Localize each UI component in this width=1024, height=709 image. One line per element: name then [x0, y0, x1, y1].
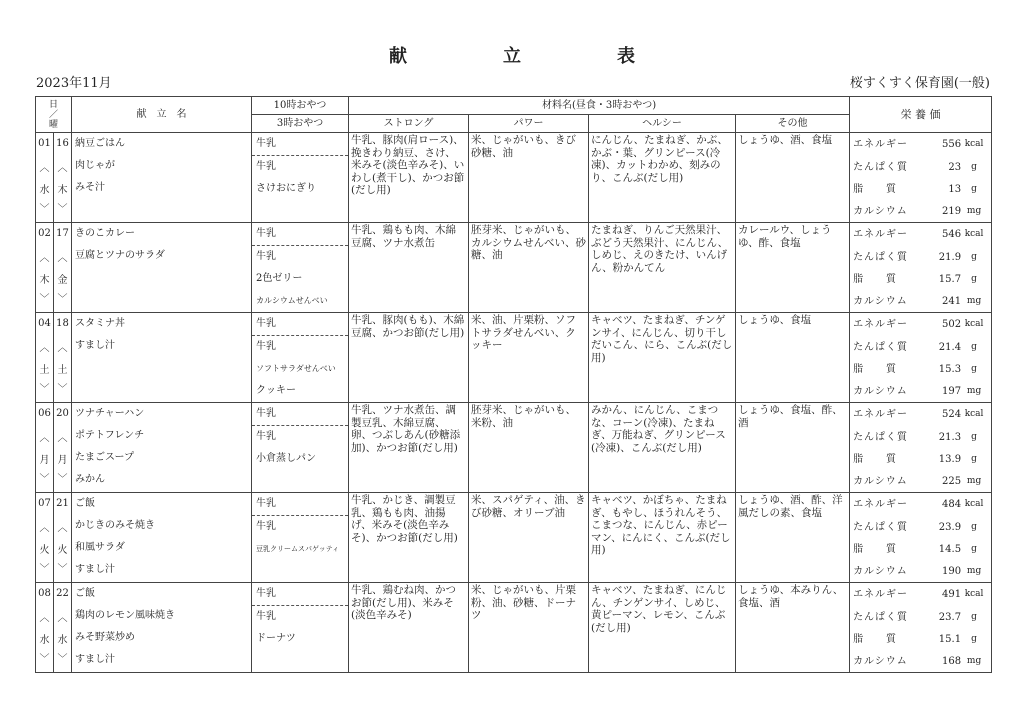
date-number: 08 [38, 588, 51, 599]
snack-item [252, 200, 348, 222]
date-column [36, 403, 54, 493]
nutrient-value: 23.9 [938, 521, 962, 533]
dish-list [72, 403, 252, 493]
dish-list [72, 133, 252, 223]
dish-name: ご飯 [75, 498, 96, 509]
strong-ingredients: 牛乳、豚肉(もも)、木綿豆腐、かつお節(だし用) [349, 313, 469, 403]
healthy-ingredients: キャベツ、たまねぎ、にんじん、チンゲンサイ、しめじ、黄ピーマン、レモン、こんぶ(だし用) [589, 583, 736, 673]
range-mark-end: ﹀ [39, 384, 50, 395]
weekday: 木 [57, 185, 68, 196]
range-mark: ︿ [57, 613, 68, 624]
dish-name: スタミナ丼 [75, 318, 126, 329]
date-number: 16 [56, 138, 69, 149]
nutrient-unit: mg [966, 295, 982, 306]
healthy-ingredients: たまねぎ、りんご天然果汁、ぶどう天然果汁、にんじん、しめじ、えのきたけ、いんげん、粉かんてん [589, 223, 736, 313]
nutrient-label: たんぱく質 [853, 251, 909, 263]
strong-ingredients: 牛乳、かじき、調製豆乳、鶏もも肉、油揚げ、米みそ(淡色辛みそ)、かつお節(だし用) [349, 493, 469, 583]
strong-header: ストロング [349, 115, 469, 133]
range-mark: ︿ [39, 343, 50, 354]
day-weekday-header [36, 97, 72, 133]
range-mark-end: ﹀ [39, 294, 50, 305]
snack-item: 牛乳 [252, 493, 348, 516]
dish-name: すまし汁 [75, 340, 116, 351]
nutrient-label: カルシウム [853, 655, 908, 667]
nutrient-row [850, 223, 991, 246]
snack-item: ドーナツ [256, 633, 296, 644]
dish-list [72, 223, 252, 313]
weekday: 水 [57, 635, 68, 646]
nutrient-label: 脂 質 [853, 453, 898, 465]
snack-item: 豆乳クリームスパゲッティ [256, 545, 340, 553]
other-ingredients: しょうゆ、食塩、酢、酒 [736, 403, 850, 493]
nutrient-value: 502 [941, 319, 962, 330]
nutrient-label: カルシウム [853, 385, 908, 397]
range-mark-end: ﹀ [57, 654, 68, 665]
dish-name: みそ汁 [75, 182, 106, 193]
strong-ingredients: 牛乳、鶏もも肉、木綿豆腐、ツナ水煮缶 [349, 223, 469, 313]
date-number: 21 [56, 498, 69, 509]
nutrient-unit: mg [966, 205, 982, 216]
pm-snack-header: 3時おやつ [252, 115, 349, 133]
nutrient-unit: g [971, 183, 977, 194]
nutrient-value: 21.3 [938, 431, 962, 443]
dish-name: みそ野菜炒め [75, 632, 136, 643]
dish-list [72, 583, 252, 673]
snack-item: 牛乳 [256, 341, 277, 352]
dish-name: みかん [75, 474, 106, 485]
nutrient-unit: g [971, 543, 977, 554]
date-number: 20 [56, 408, 69, 419]
strong-ingredients: 牛乳、鶏むね肉、かつお節(だし用)、米みそ(淡色辛みそ) [349, 583, 469, 673]
date-column [54, 493, 72, 583]
nutrient-row [850, 156, 991, 178]
nutrient-label: たんぱく質 [853, 521, 909, 533]
nutrient-label: 脂 質 [853, 363, 898, 375]
date-column [36, 133, 54, 223]
snack-item: 小倉蒸しパン [256, 453, 317, 464]
nutrient-unit: mg [966, 655, 982, 666]
nutrient-row [850, 380, 991, 402]
date-column [36, 313, 54, 403]
date-column [54, 223, 72, 313]
nutrient-unit: kcal [964, 139, 984, 149]
range-mark: ︿ [57, 433, 68, 444]
nutrient-value: 23.7 [938, 611, 962, 623]
weekday: 金 [57, 275, 68, 286]
nutrient-label: 脂 質 [853, 183, 898, 195]
menu-table [35, 96, 992, 673]
nutrient-row [850, 200, 991, 222]
snack-item [252, 650, 348, 672]
nutrient-value: 21.9 [938, 251, 962, 263]
snack-item: クッキー [256, 385, 297, 396]
nutrient-row [850, 268, 991, 290]
organization-name: 桜すくすく保育園(一般) [849, 76, 990, 91]
title-char-1: 献 [389, 46, 407, 67]
nutrition-values [850, 313, 992, 403]
date-column [54, 403, 72, 493]
nutrient-unit: g [971, 251, 977, 262]
dish-name: 和風サラダ [75, 542, 125, 553]
other-ingredients: しょうゆ、酒、食塩 [736, 133, 850, 223]
nutrition-values [850, 493, 992, 583]
snack-item: 牛乳 [252, 583, 348, 606]
nutrient-unit: g [971, 453, 977, 464]
nutrient-row [850, 538, 991, 560]
am-snack-header: 10時おやつ [252, 97, 349, 115]
weekday: 月 [39, 455, 50, 466]
nutrient-row [850, 628, 991, 650]
nutrient-label: エネルギー [853, 139, 909, 150]
nutrient-value: 15.1 [938, 633, 962, 645]
nutrient-value: 219 [941, 205, 962, 217]
weekday: 木 [39, 275, 50, 286]
nutrient-unit: kcal [964, 409, 984, 419]
power-ingredients: 米、スパゲティ、油、きび砂糖、オリーブ油 [469, 493, 589, 583]
weekday: 水 [39, 635, 50, 646]
range-mark: ︿ [39, 433, 50, 444]
dish-name: きのこカレー [75, 228, 136, 239]
date-column [54, 313, 72, 403]
range-mark-end: ﹀ [57, 564, 68, 575]
nutrient-value: 13.9 [938, 453, 962, 465]
date-number: 22 [56, 588, 69, 599]
nutrient-value: 546 [941, 229, 962, 240]
healthy-ingredients: キャベツ、かぼちゃ、たまねぎ、もやし、ほうれんそう、こまつな、にんじん、赤ピーマン、にんにく、こんぶ(だし用) [589, 493, 736, 583]
range-mark: ︿ [39, 253, 50, 264]
range-mark: ︿ [57, 343, 68, 354]
nutrient-value: 13 [948, 183, 962, 195]
range-mark-end: ﹀ [39, 474, 50, 485]
nutrient-label: エネルギー [853, 589, 909, 600]
menu-month: 2023年11月 [36, 76, 112, 91]
nutrient-unit: g [971, 611, 977, 622]
nutrient-value: 197 [941, 385, 962, 397]
nutrition-values [850, 403, 992, 493]
date-number: 04 [38, 318, 51, 329]
weekday: 火 [39, 545, 50, 556]
nutrient-unit: g [971, 341, 977, 352]
dish-name: 鶏肉のレモン風味焼き [75, 610, 176, 621]
dish-name: ポテトフレンチ [75, 430, 145, 441]
nutrition-header: 栄 養 価 [850, 97, 992, 133]
nutrition-values [850, 133, 992, 223]
strong-ingredients: 牛乳、豚肉(肩ロース)、挽きわり納豆、さけ、米みそ(淡色辛みそ)、いわし(煮干し)、かつお節(だし用) [349, 133, 469, 223]
nutrient-value: 23 [948, 161, 962, 173]
menu-name-header: 献 立 名 [72, 97, 252, 133]
nutrient-label: たんぱく質 [853, 431, 909, 443]
nutrient-row [850, 358, 991, 380]
nutrient-unit: mg [966, 565, 982, 576]
snack-list [252, 493, 349, 583]
nutrient-row [850, 560, 991, 582]
dish-name: ツナチャーハン [75, 408, 145, 419]
nutrient-label: 脂 質 [853, 273, 898, 285]
nutrient-row [850, 403, 991, 426]
nutrient-label: エネルギー [853, 319, 909, 330]
nutrient-row [850, 133, 991, 156]
nutrient-label: 脂 質 [853, 633, 898, 645]
nutrient-row [850, 470, 991, 492]
power-ingredients: 米、油、片栗粉、ソフトサラダせんべい、クッキー [469, 313, 589, 403]
snack-list [252, 403, 349, 493]
range-mark-end: ﹀ [57, 204, 68, 215]
nutrition-values [850, 223, 992, 313]
nutrient-unit: kcal [964, 499, 984, 509]
menu-row [36, 313, 992, 403]
range-mark-end: ﹀ [39, 564, 50, 575]
nutrient-unit: g [971, 431, 977, 442]
range-mark-end: ﹀ [57, 384, 68, 395]
range-mark: ︿ [57, 163, 68, 174]
nutrient-row [850, 448, 991, 470]
weekday: 月 [57, 455, 68, 466]
title-char-2: 立 [503, 46, 521, 67]
weekday: 土 [57, 365, 68, 376]
menu-row [36, 403, 992, 493]
nutrient-label: カルシウム [853, 475, 908, 487]
nutrient-label: エネルギー [853, 409, 909, 420]
menu-row [36, 493, 992, 583]
nutrient-label: たんぱく質 [853, 341, 909, 353]
nutrient-value: 15.7 [938, 273, 962, 285]
nutrient-value: 190 [941, 565, 962, 577]
materials-header: 材料名(昼食・3時おやつ) [349, 97, 850, 115]
dish-name: すまし汁 [75, 654, 116, 665]
snack-item: 牛乳 [252, 223, 348, 246]
healthy-header: ヘルシー [589, 115, 736, 133]
dish-name: すまし汁 [75, 564, 116, 575]
snack-list [252, 313, 349, 403]
nutrient-row [850, 650, 991, 672]
range-mark-end: ﹀ [57, 294, 68, 305]
date-column [36, 223, 54, 313]
date-number: 06 [38, 408, 51, 419]
snack-item [252, 560, 348, 582]
snack-item: 牛乳 [252, 403, 348, 426]
date-column [54, 583, 72, 673]
snack-list [252, 133, 349, 223]
other-ingredients: カレールウ、しょうゆ、酢、食塩 [736, 223, 850, 313]
dish-name: たまごスープ [75, 452, 135, 463]
nutrient-unit: kcal [964, 319, 984, 329]
nutrient-value: 484 [941, 499, 962, 510]
power-ingredients: 胚芽米、じゃがいも、カルシウムせんべい、砂糖、油 [469, 223, 589, 313]
weekday: 火 [57, 545, 68, 556]
nutrient-label: エネルギー [853, 499, 909, 510]
weekday: 土 [39, 365, 50, 376]
dish-name: ご飯 [75, 588, 96, 599]
dish-name [72, 357, 251, 379]
menu-row [36, 133, 992, 223]
nutrient-unit: kcal [964, 229, 984, 239]
range-mark: ︿ [57, 253, 68, 264]
nutrient-row [850, 583, 991, 606]
nutrient-unit: mg [966, 385, 982, 396]
dish-name: かじきのみそ焼き [75, 520, 156, 531]
dish-list [72, 313, 252, 403]
nutrient-value: 241 [941, 295, 962, 307]
nutrient-row [850, 290, 991, 312]
range-mark-end: ﹀ [39, 204, 50, 215]
nutrient-label: エネルギー [853, 229, 909, 240]
date-number: 07 [38, 498, 51, 509]
title-char-3: 表 [617, 46, 635, 67]
nutrient-unit: g [971, 363, 977, 374]
menu-row [36, 583, 992, 673]
date-column [36, 493, 54, 583]
nutrient-unit: g [971, 633, 977, 644]
nutrient-unit: mg [966, 475, 982, 486]
power-ingredients: 米、じゃがいも、きび砂糖、油 [469, 133, 589, 223]
nutrient-label: カルシウム [853, 565, 908, 577]
nutrient-row [850, 426, 991, 448]
snack-list [252, 583, 349, 673]
dish-name [72, 379, 251, 401]
day-header-top: 日 [49, 99, 59, 110]
nutrient-label: カルシウム [853, 295, 908, 307]
dish-name: 豆腐とツナのサラダ [75, 250, 165, 261]
snack-item: ソフトサラダせんべい [256, 364, 336, 373]
nutrient-unit: g [971, 273, 977, 284]
date-number: 18 [56, 318, 69, 329]
nutrient-row [850, 493, 991, 516]
dish-name: 肉じゃが [75, 160, 116, 171]
snack-item: 牛乳 [256, 251, 277, 262]
nutrient-value: 225 [941, 475, 962, 487]
nutrient-unit: kcal [964, 589, 984, 599]
nutrient-label: カルシウム [853, 205, 908, 217]
snack-item: 牛乳 [252, 313, 348, 336]
snack-item: 2色ゼリー [256, 273, 303, 284]
power-ingredients: 胚芽米、じゃがいも、米粉、油 [469, 403, 589, 493]
snack-item: 牛乳 [256, 611, 277, 622]
range-mark-end: ﹀ [39, 654, 50, 665]
snack-item: さけおにぎり [256, 183, 317, 194]
range-mark: ︿ [39, 613, 50, 624]
menu-row [36, 223, 992, 313]
healthy-ingredients: にんじん、たまねぎ、かぶ、かぶ・葉、グリンピース(冷凍)、カットわかめ、刻みのり、こんぶ(だし用) [589, 133, 736, 223]
page-title [0, 42, 1024, 68]
other-ingredients: しょうゆ、本みりん、食塩、酒 [736, 583, 850, 673]
nutrient-label: 脂 質 [853, 543, 898, 555]
nutrient-row [850, 178, 991, 200]
dish-name [72, 289, 251, 311]
date-column [36, 583, 54, 673]
snack-item: 牛乳 [252, 133, 348, 156]
nutrient-label: たんぱく質 [853, 161, 909, 173]
other-header: その他 [736, 115, 850, 133]
nutrient-unit: g [971, 521, 977, 532]
nutrient-row [850, 336, 991, 358]
dish-list [72, 493, 252, 583]
nutrient-value: 168 [941, 655, 962, 667]
weekday: 水 [39, 185, 50, 196]
other-ingredients: しょうゆ、食塩 [736, 313, 850, 403]
range-mark: ︿ [39, 163, 50, 174]
nutrient-value: 524 [941, 409, 962, 420]
date-number: 01 [38, 138, 51, 149]
power-ingredients: 米、じゃがいも、片栗粉、油、砂糖、ドーナツ [469, 583, 589, 673]
nutrition-values [850, 583, 992, 673]
range-mark: ︿ [39, 523, 50, 534]
date-number: 02 [38, 228, 51, 239]
snack-item: 牛乳 [256, 521, 277, 532]
range-mark: ︿ [57, 523, 68, 534]
healthy-ingredients: みかん、にんじん、こまつな、コーン(冷凍)、たまねぎ、万能ねぎ、グリンピース(冷凍)、こんぶ(だし用) [589, 403, 736, 493]
date-column [54, 133, 72, 223]
range-mark-end: ﹀ [57, 474, 68, 485]
nutrient-row [850, 516, 991, 538]
healthy-ingredients: キャベツ、たまねぎ、チンゲンサイ、にんじん、切り干しだいこん、にら、こんぶ(だし用) [589, 313, 736, 403]
strong-ingredients: 牛乳、ツナ水煮缶、調製豆乳、木綿豆腐、卵、つぶしあん(砂糖添加)、かつお節(だし用) [349, 403, 469, 493]
nutrient-value: 21.4 [938, 341, 962, 353]
power-header: パワー [469, 115, 589, 133]
nutrient-row [850, 246, 991, 268]
snack-item: 牛乳 [256, 431, 277, 442]
dish-name [72, 199, 251, 221]
day-header-bottom: 曜 [49, 119, 59, 130]
nutrient-row [850, 606, 991, 628]
nutrient-value: 14.5 [938, 543, 962, 555]
nutrient-value: 15.3 [938, 363, 962, 375]
dish-name [72, 267, 251, 289]
nutrient-unit: g [971, 161, 977, 172]
snack-item: カルシウムせんべい [256, 296, 328, 305]
snack-item [252, 470, 348, 492]
dish-name: 納豆ごはん [75, 138, 126, 149]
nutrient-value: 556 [941, 139, 962, 150]
nutrient-label: たんぱく質 [853, 611, 909, 623]
other-ingredients: しょうゆ、酒、酢、洋風だしの素、食塩 [736, 493, 850, 583]
snack-item: 牛乳 [256, 161, 277, 172]
snack-list [252, 223, 349, 313]
date-number: 17 [56, 228, 69, 239]
day-header-slash: ／ [49, 109, 59, 120]
nutrient-value: 491 [941, 589, 962, 600]
nutrient-row [850, 313, 991, 336]
